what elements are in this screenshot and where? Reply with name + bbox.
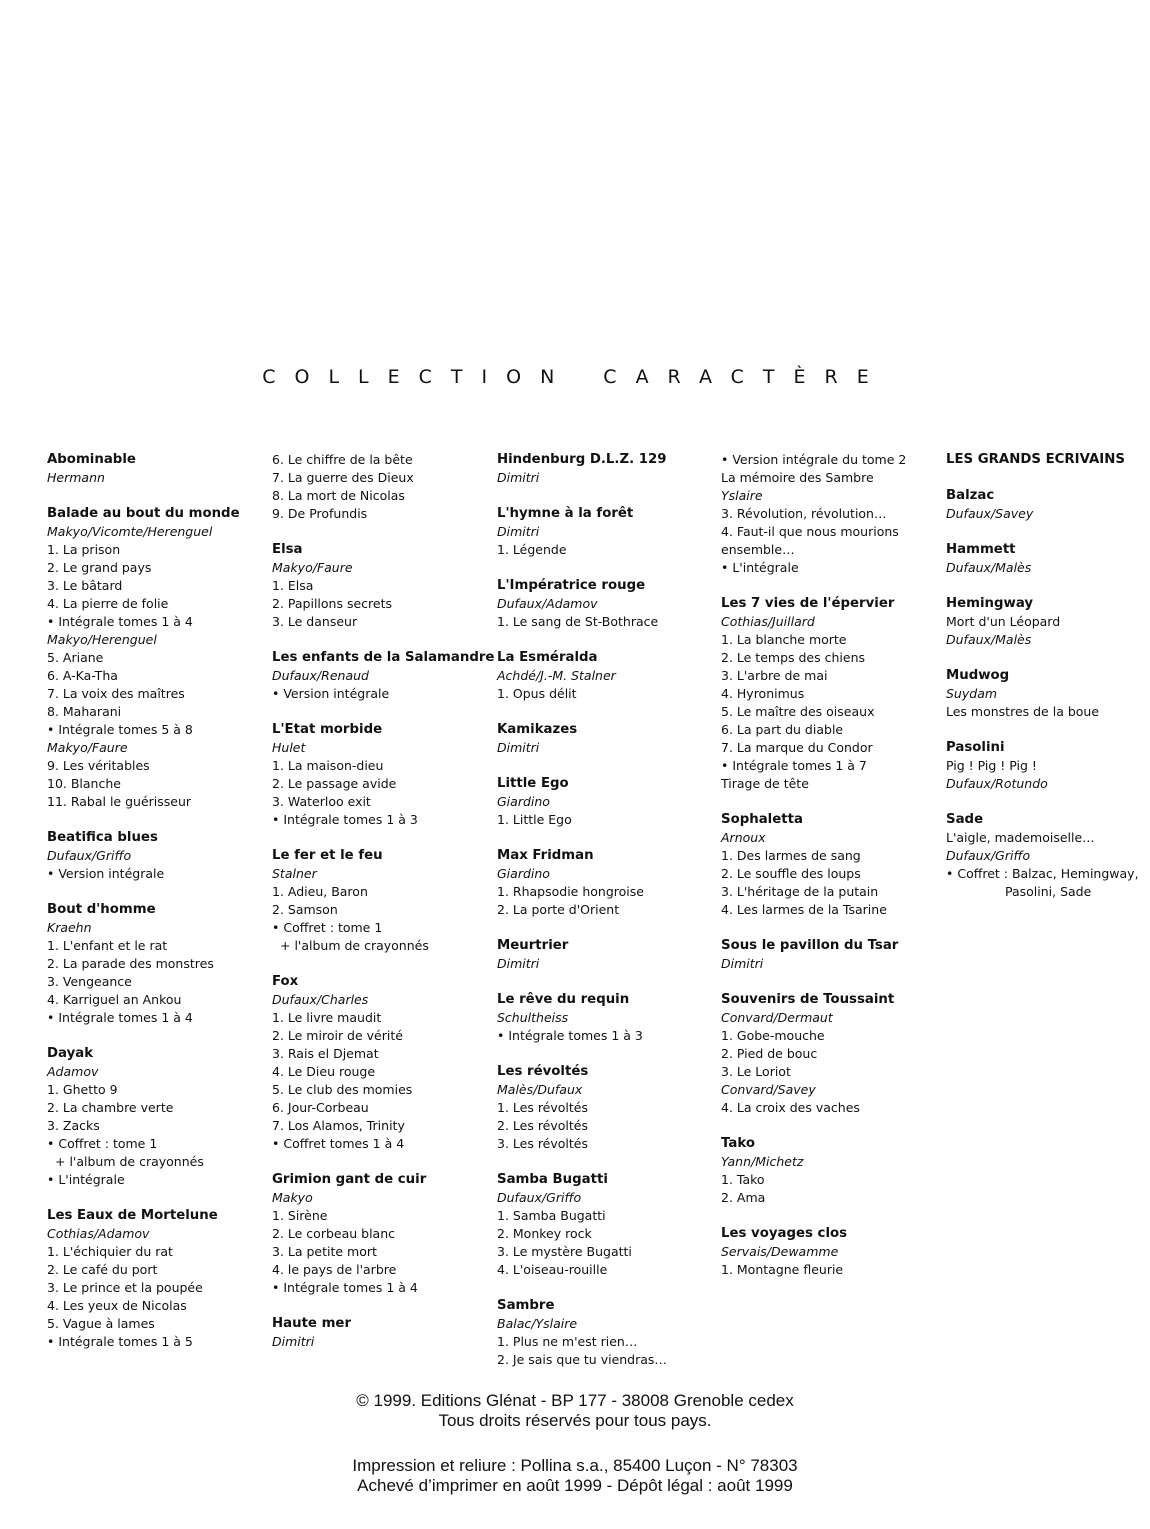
series-authors: Stalner [272, 866, 317, 881]
volume-entry: 7. La marque du Condor [721, 740, 873, 755]
catalog-column-3 [497, 451, 715, 1369]
series-authors: Malès/Dufaux [497, 1082, 583, 1097]
series-authors: Suydam [946, 686, 998, 701]
volume-entry: 2. Je sais que tu viendras… [497, 1352, 667, 1367]
series-title: Max Fridman [497, 848, 594, 863]
volume-entry: • Coffret : tome 1 [47, 1136, 158, 1151]
series-authors: Servais/Dewamme [721, 1244, 839, 1259]
spacer [946, 577, 1146, 595]
volume-entry: 2. Pied de bouc [721, 1046, 818, 1061]
spacer [47, 883, 265, 901]
spacer [946, 721, 1146, 739]
series-title: La Esméralda [497, 650, 598, 665]
volume-entry: • Intégrale tomes 1 à 7 [721, 758, 867, 773]
volume-entry: 1. Le livre maudit [272, 1010, 382, 1025]
volume-entry: Tirage de tête [721, 776, 809, 791]
volume-entry: 8. La mort de Nicolas [272, 488, 405, 503]
volume-entry: L'aigle, mademoiselle… [946, 830, 1095, 845]
volume-note: + l'album de crayonnés [55, 1154, 204, 1169]
spacer [272, 631, 490, 649]
spacer [272, 703, 490, 721]
volume-entry: • Version intégrale [272, 686, 390, 701]
volume-note: + l'album de crayonnés [280, 938, 429, 953]
volume-entry: 1. L'enfant et le rat [47, 938, 168, 953]
volume-entry: 4. L'oiseau-rouille [497, 1262, 608, 1277]
series-title: Beatifica blues [47, 830, 158, 845]
series-title: Meurtrier [497, 938, 569, 953]
series-authors: Dufaux/Griffo [497, 1190, 582, 1205]
series-title: Hammett [946, 542, 1016, 557]
series-authors: Cothias/Adamov [47, 1226, 150, 1241]
volume-entry: 3. Zacks [47, 1118, 100, 1133]
volume-entry: 2. La parade des monstres [47, 956, 214, 971]
volume-entry: 4. La croix des vaches [721, 1100, 860, 1115]
volume-entry: • Intégrale tomes 1 à 3 [272, 812, 418, 827]
volume-entry: 9. De Profundis [272, 506, 368, 521]
volume-entry: 6. Le chiffre de la bête [272, 452, 413, 467]
series-title: L'hymne à la forêt [497, 506, 634, 521]
series-title: Elsa [272, 542, 303, 557]
volume-entry: 7. Los Alamos, Trinity [272, 1118, 405, 1133]
volume-entry: 4. Les yeux de Nicolas [47, 1298, 187, 1313]
series-authors: Dimitri [272, 1334, 315, 1349]
volume-entry: 2. Le corbeau blanc [272, 1226, 396, 1241]
series-authors: Makyo/Vicomte/Herenguel [47, 524, 213, 539]
volume-entry: 1. Montagne fleurie [721, 1262, 844, 1277]
spacer [272, 523, 490, 541]
spacer [272, 955, 490, 973]
volume-entry: 2. La chambre verte [47, 1100, 174, 1115]
spacer [497, 631, 715, 649]
volume-entry: 3. Rais el Djemat [272, 1046, 379, 1061]
volume-entry: Mort d'un Léopard [946, 614, 1061, 629]
volume-entry: 2. Le passage avide [272, 776, 397, 791]
printing-info [0, 1456, 1150, 1496]
volume-entry: 4. Les larmes de la Tsarine [721, 902, 887, 917]
volume-entry: 3. L'arbre de mai [721, 668, 828, 683]
series-authors: Yann/Michetz [721, 1154, 804, 1169]
volume-entry: • Intégrale tomes 5 à 8 [47, 722, 193, 737]
volume-entry: 1. Sirène [272, 1208, 328, 1223]
volume-entry: 1. La maison-dieu [272, 758, 384, 773]
series-authors: Dimitri [497, 524, 540, 539]
volume-entry: 3. Le Loriot [721, 1064, 791, 1079]
spacer [497, 487, 715, 505]
volume-entry: 4. La pierre de folie [47, 596, 169, 611]
series-title: Les voyages clos [721, 1226, 848, 1241]
series-title: Sous le pavillon du Tsar [721, 938, 899, 953]
volume-note: Pasolini, Sade [1005, 884, 1092, 899]
series-title: Little Ego [497, 776, 569, 791]
spacer [272, 1297, 490, 1315]
series-authors: Makyo/Herenguel [47, 632, 157, 647]
spacer [946, 649, 1146, 667]
legal-deposit-line: Achevé d’imprimer en août 1999 - Dépôt légal : août 1999 [357, 1476, 793, 1495]
series-authors: Makyo/Faure [47, 740, 128, 755]
volume-entry: 1. L'échiquier du rat [47, 1244, 173, 1259]
volume-entry: 2. Le café du port [47, 1262, 158, 1277]
series-title: Bout d'homme [47, 902, 156, 917]
spacer [721, 973, 939, 991]
series-title: L'Etat morbide [272, 722, 383, 737]
volume-entry: Pig ! Pig ! Pig ! [946, 758, 1037, 773]
series-authors: Schultheiss [497, 1010, 569, 1025]
series-authors: Dimitri [721, 956, 764, 971]
series-title: Le rêve du requin [497, 992, 630, 1007]
spacer [946, 523, 1146, 541]
volume-entry: 3. Les révoltés [497, 1136, 588, 1151]
series-authors: Dufaux/Malès [946, 560, 1032, 575]
series-title: Samba Bugatti [497, 1172, 608, 1187]
series-title: Hindenburg D.L.Z. 129 [497, 452, 667, 467]
spacer [721, 919, 939, 937]
volume-entry: 2. Les révoltés [497, 1118, 588, 1133]
spacer [47, 811, 265, 829]
series-title: Balzac [946, 488, 995, 503]
series-authors: Dimitri [497, 956, 540, 971]
volume-entry: 2. Samson [272, 902, 338, 917]
volume-entry: 4. le pays de l'arbre [272, 1262, 397, 1277]
spacer [497, 829, 715, 847]
catalog-column-1 [47, 451, 265, 1351]
volume-entry: 1. La prison [47, 542, 121, 557]
series-title: Les Eaux de Mortelune [47, 1208, 218, 1223]
volume-entry: 2. Le grand pays [47, 560, 152, 575]
series-authors: Cothias/Juillard [721, 614, 815, 629]
volume-entry: La mémoire des Sambre [721, 470, 874, 485]
volume-entry: • Intégrale tomes 1 à 5 [47, 1334, 193, 1349]
volume-entry: • Coffret : tome 1 [272, 920, 383, 935]
volume-entry: 6. La part du diable [721, 722, 844, 737]
volume-entry: 2. Le souffle des loups [721, 866, 861, 881]
spacer [47, 487, 265, 505]
spacer [946, 469, 1146, 487]
volume-entry: 1. Légende [497, 542, 567, 557]
volume-entry: 3. Révolution, révolution… [721, 506, 887, 521]
spacer [497, 919, 715, 937]
volume-entry: 6. Jour-Corbeau [272, 1100, 369, 1115]
series-authors: Hulet [272, 740, 306, 755]
series-title: Les enfants de la Salamandre [272, 650, 495, 665]
volume-entry: 8. Maharani [47, 704, 122, 719]
series-authors: Dufaux/Adamov [497, 596, 598, 611]
volume-entry: 1. Samba Bugatti [497, 1208, 606, 1223]
volume-entry: 7. La guerre des Dieux [272, 470, 414, 485]
spacer [47, 1027, 265, 1045]
collection-title-word-1: COLLECTION [262, 366, 574, 388]
volume-entry: 1. Elsa [272, 578, 314, 593]
volume-entry: • Intégrale tomes 1 à 3 [497, 1028, 643, 1043]
volume-entry: • Coffret tomes 1 à 4 [272, 1136, 405, 1151]
series-title: Dayak [47, 1046, 94, 1061]
volume-entry: • Version intégrale du tome 2 [721, 452, 907, 467]
volume-entry: 10. Blanche [47, 776, 121, 791]
series-authors: Dufaux/Renaud [272, 668, 369, 683]
volume-entry: 1. Adieu, Baron [272, 884, 368, 899]
spacer [497, 1279, 715, 1297]
volume-entry: 3. Le danseur [272, 614, 358, 629]
volume-entry: • L'intégrale [721, 560, 799, 575]
volume-entry: • Intégrale tomes 1 à 4 [47, 1010, 193, 1025]
volume-entry: 3. Le prince et la poupée [47, 1280, 203, 1295]
series-title: Hemingway [946, 596, 1034, 611]
volume-entry: 5. Ariane [47, 650, 104, 665]
volume-entry: 3. Le bâtard [47, 578, 123, 593]
series-title: Kamikazes [497, 722, 578, 737]
volume-entry: 1. Opus délit [497, 686, 577, 701]
series-authors: Dimitri [497, 470, 540, 485]
volume-entry: 3. Le mystère Bugatti [497, 1244, 632, 1259]
series-title: Haute mer [272, 1316, 352, 1331]
spacer [721, 577, 939, 595]
series-authors: Makyo [272, 1190, 313, 1205]
volume-entry: 2. Le temps des chiens [721, 650, 866, 665]
spacer [272, 829, 490, 847]
series-authors: Achdé/J.-M. Stalner [497, 668, 616, 683]
series-authors: Dufaux/Charles [272, 992, 369, 1007]
series-authors: Convard/Savey [721, 1082, 816, 1097]
volume-entry: 1. Gobe-mouche [721, 1028, 825, 1043]
volume-entry: 1. Le sang de St-Bothrace [497, 614, 659, 629]
volume-entry: 11. Rabal le guérisseur [47, 794, 192, 809]
volume-entry: 1. Des larmes de sang [721, 848, 861, 863]
series-authors: Giardino [497, 866, 550, 881]
series-authors: Dufaux/Savey [946, 506, 1034, 521]
series-title: Les 7 vies de l'épervier [721, 596, 895, 611]
volume-entry: 2. Monkey rock [497, 1226, 592, 1241]
series-title: Tako [721, 1136, 755, 1151]
volume-entry: 1. Tako [721, 1172, 765, 1187]
volume-entry: 4. Le Dieu rouge [272, 1064, 376, 1079]
spacer [497, 559, 715, 577]
volume-entry: 3. Waterloo exit [272, 794, 371, 809]
volume-entry: • Coffret : Balzac, Hemingway, [946, 866, 1139, 881]
volume-entry: 6. A-Ka-Tha [47, 668, 118, 683]
volume-entry: 1. Les révoltés [497, 1100, 588, 1115]
spacer [272, 1153, 490, 1171]
volume-entry: 1. Rhapsodie hongroise [497, 884, 644, 899]
catalog-column-4 [721, 451, 939, 1279]
volume-entry: 3. Vengeance [47, 974, 132, 989]
series-title: Sambre [497, 1298, 555, 1313]
catalog-column-5 [946, 451, 1146, 901]
series-title: LES GRANDS ECRIVAINS [946, 452, 1125, 467]
series-authors: Dufaux/Griffo [47, 848, 132, 863]
spacer [721, 1207, 939, 1225]
volume-entry: 5. Vague à lames [47, 1316, 155, 1331]
series-title: Souvenirs de Toussaint [721, 992, 895, 1007]
volume-entry: 2. Papillons secrets [272, 596, 392, 611]
series-authors: Makyo/Faure [272, 560, 353, 575]
volume-entry: 3. L'héritage de la putain [721, 884, 879, 899]
volume-entry: • L'intégrale [47, 1172, 125, 1187]
series-authors: Dimitri [497, 740, 540, 755]
volume-entry: 2. La porte d'Orient [497, 902, 620, 917]
series-authors: Hermann [47, 470, 105, 485]
spacer [497, 1153, 715, 1171]
spacer [497, 703, 715, 721]
volume-entry: 4. Faut-il que nous mourions [721, 524, 899, 539]
volume-entry: 5. Le club des momies [272, 1082, 413, 1097]
series-title: L'Impératrice rouge [497, 578, 646, 593]
volume-entry: 4. Hyronimus [721, 686, 805, 701]
rights-line: Tous droits réservés pour tous pays. [438, 1411, 712, 1430]
volume-entry: 1. Little Ego [497, 812, 572, 827]
series-authors: Convard/Dermaut [721, 1010, 833, 1025]
series-title: Abominable [47, 452, 136, 467]
copyright-line: © 1999. Editions Glénat - BP 177 - 38008 Grenoble cedex [356, 1391, 794, 1410]
series-authors: Giardino [497, 794, 550, 809]
series-authors: Adamov [47, 1064, 99, 1079]
volume-entry: 2. Le miroir de vérité [272, 1028, 403, 1043]
collection-title-word-2: CARACTÈRE [603, 366, 888, 388]
series-authors: Dufaux/Griffo [946, 848, 1031, 863]
series-title: Sophaletta [721, 812, 803, 827]
series-authors: Arnoux [721, 830, 766, 845]
series-authors: Balac/Yslaire [497, 1316, 578, 1331]
volume-entry: • Intégrale tomes 1 à 4 [47, 614, 193, 629]
series-title: Mudwog [946, 668, 1010, 683]
volume-entry: 3. La petite mort [272, 1244, 377, 1259]
series-title: Sade [946, 812, 984, 827]
spacer [47, 1189, 265, 1207]
volume-entry: 1. Ghetto 9 [47, 1082, 118, 1097]
series-authors: Dufaux/Malès [946, 632, 1032, 647]
volume-entry: Les monstres de la boue [946, 704, 1100, 719]
volume-entry: 1. Plus ne m'est rien… [497, 1334, 638, 1349]
volume-entry: 2. Ama [721, 1190, 766, 1205]
spacer [497, 757, 715, 775]
series-title: Balade au bout du monde [47, 506, 240, 521]
series-authors: Yslaire [721, 488, 763, 503]
series-title: Fox [272, 974, 299, 989]
collection-title [0, 366, 1150, 388]
volume-entry: 1. La blanche morte [721, 632, 847, 647]
spacer [497, 1045, 715, 1063]
series-title: Le fer et le feu [272, 848, 383, 863]
spacer [721, 793, 939, 811]
series-title: Les révoltés [497, 1064, 589, 1079]
volume-entry: ensemble… [721, 542, 795, 557]
spacer [721, 1117, 939, 1135]
catalog-column-2 [272, 451, 495, 1351]
series-authors: Kraehn [47, 920, 92, 935]
series-title: Pasolini [946, 740, 1005, 755]
volume-entry: • Version intégrale [47, 866, 165, 881]
volume-entry: 7. La voix des maîtres [47, 686, 185, 701]
series-authors: Dufaux/Rotundo [946, 776, 1048, 791]
spacer [497, 973, 715, 991]
volume-entry: 4. Karriguel an Ankou [47, 992, 182, 1007]
printing-line: Impression et reliure : Pollina s.a., 85400 Luçon - N° 78303 [352, 1456, 798, 1475]
volume-entry: 9. Les véritables [47, 758, 150, 773]
series-title: Grimion gant de cuir [272, 1172, 427, 1187]
volume-entry: • Intégrale tomes 1 à 4 [272, 1280, 418, 1295]
publisher-info [0, 1391, 1150, 1431]
volume-entry: 5. Le maître des oiseaux [721, 704, 875, 719]
spacer [946, 793, 1146, 811]
